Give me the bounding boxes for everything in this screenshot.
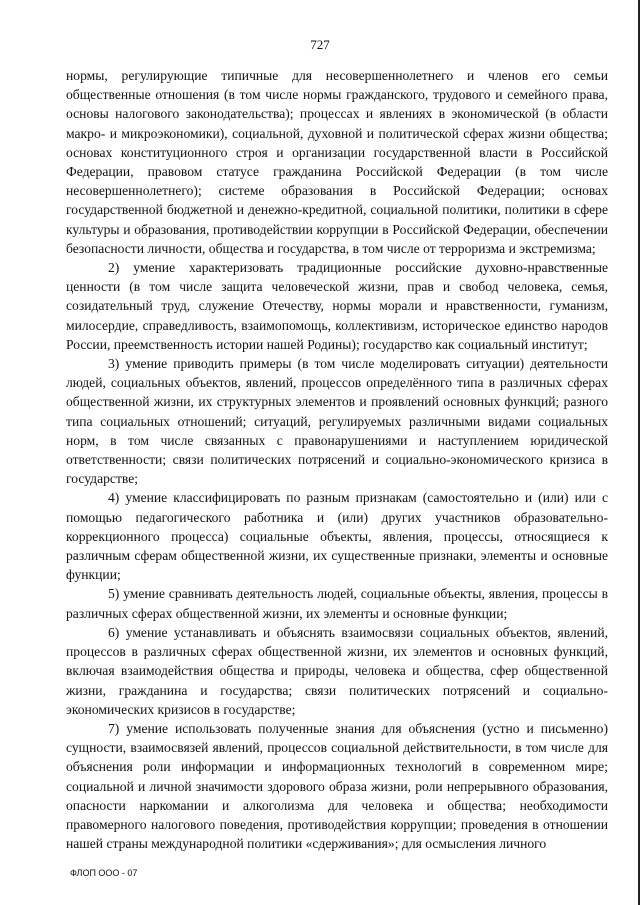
body-text [66, 66, 608, 853]
paragraph-item-6: 6) умение устанавливать и объяснять взаимосвязи социальных объектов, явлений, процессов в различных сферах общественной жизни, их элементов и основных функций, включая взаимодействия общества и природы, человека и общества, сфер общественной жизни, гражданина и государства; связи политических потрясений и социально-экономических кризисов в государстве; [66, 624, 608, 717]
paragraph-item-4: 4) умение классифицировать по разным признакам (самостоятельно и (или) или с помощью педагогического работника и (или) других участников образовательно-коррекционного процесса) социальные объекты, явления, процессы, относящиеся к различным сферам общественной жизни, их существенные признаки, элементы и основные функции; [66, 490, 608, 583]
paragraph-item-5: 5) умение сравнивать деятельность людей, социальные объекты, явления, процессы в различных сферах общественной жизни, их элементы и основные функции; [66, 586, 608, 621]
page-number: 727 [310, 37, 330, 52]
paragraph-item-3: 3) умение приводить примеры (в том числе моделировать ситуации) деятельности людей, социальных объектов, явлений, процессов определённого типа в различных сферах общественной жизни, их структурных элементов и проявлений основных функций; разного типа социальных отношений; ситуаций, регулируемых различными видами социальных норм, в том числе связанных с правонарушениями и наступлением юридической ответственности; связи политических потрясений и социально-экономического кризиса в государстве; [66, 356, 608, 487]
paragraph-continuation: нормы, регулирующие типичные для несовершеннолетнего и членов его семьи общественные отношения (в том числе нормы гражданского, трудового и семейного права, основы налогового законодательства); процессах и явлениях в экономической (в области макро- и микроэкономики), социальной, духовной и политической сферах жизни общества; основах конституционного строя и организации государственной власти в Российской Федерации, правовом статусе гражданина Российской Федерации (в том числе несовершеннолетнего); системе образования в Российской Федерации; основах государственной бюджетной и денежно-кредитной, социальной политики, политики в сфере культуры и образования, противодействии коррупции в Российской Федерации, обеспечении безопасности личности, общества и государства, в том числе от терроризма и экстремизма; [66, 68, 608, 256]
paragraph-item-7: 7) умение использовать полученные знания для объяснения (устно и письменно) сущности, взаимосвязей явлений, процессов социальной действительности, в том числе для объяснения роли информации и информационных технологий в современном мире; социальной и личной значимости здорового образа жизни, роли непрерывного образования, опасности наркомании и алкоголизма для человека и общества; необходимости правомерного налогового поведения, противодействия коррупции; проведения в отношении нашей страны международной политики «сдерживания»; для осмысления личного [66, 720, 608, 852]
paragraph-item-2: 2) умение характеризовать традиционные российские духовно-нравственные ценности (в том числе защита человеческой жизни, прав и свобод человека, семья, созидательный труд, служение Отечеству, нормы морали и нравственности, гуманизм, милосердие, справедливость, взаимопомощь, коллективизм, историческое единство народов России, преемственность истории нашей Родины); государство как социальный институт; [66, 260, 608, 352]
footer-code: ФЛОП ООО - 07 [70, 868, 138, 878]
